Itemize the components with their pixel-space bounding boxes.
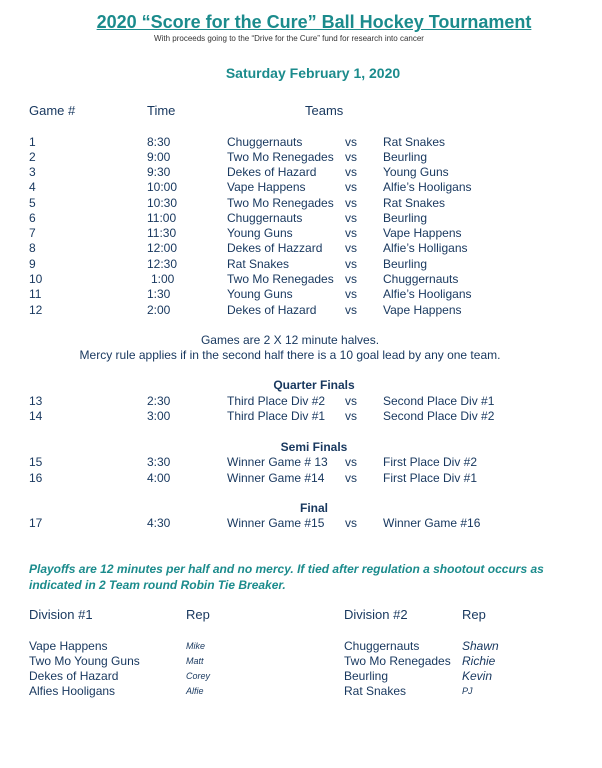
division-1-rep: Alfie [186,686,204,696]
game-time: 10:00 [147,180,178,194]
division-2-team: Beurling [344,669,389,683]
final-heading: Final [299,501,328,515]
home-team: Dekes of Hazard [227,303,317,317]
game-time: 9:30 [147,165,171,179]
division-2-team: Rat Snakes [344,684,407,698]
home-team: Chuggernauts [227,135,303,149]
game-time: 3:30 [147,455,171,469]
game-number: 12 [29,303,43,317]
home-team: Young Guns [227,226,293,240]
game-number: 7 [29,226,36,240]
home-team: Two Mo Renegades [227,150,334,164]
game-number: 9 [29,257,36,271]
game-time: 10:30 [147,196,178,210]
game-number: 10 [29,272,43,286]
home-team: Young Guns [227,287,293,301]
away-team: Young Guns [383,165,449,179]
home-team: Two Mo Renegades [227,196,334,210]
home-team: Dekes of Hazard [227,165,317,179]
away-team: Vape Happens [383,303,462,317]
rules-line-1: Games are 2 X 12 minute halves. [200,333,380,347]
away-team: Beurling [383,211,428,225]
semi-finals-heading: Semi Finals [280,440,348,454]
vs-label: vs [345,211,357,225]
away-team: Beurling [383,150,428,164]
game-time: 4:00 [147,471,171,485]
game-time: 11:30 [147,226,177,240]
home-team: Rat Snakes [227,257,290,271]
division-2-rep-heading: Rep [462,607,486,622]
game-number: 14 [29,409,43,423]
column-header-teams: Teams [305,103,344,118]
away-team: Alfie’s Hooligans [383,287,472,301]
division-2-heading: Division #2 [344,607,408,622]
home-team: Winner Game #14 [227,471,325,485]
division-2-rep: PJ [462,686,473,696]
vs-label: vs [345,409,357,423]
game-number: 6 [29,211,36,225]
game-time: 12:00 [147,241,178,255]
division-1-heading: Division #1 [29,607,93,622]
quarter-finals-heading: Quarter Finals [273,378,355,392]
division-1-team: Alfies Hooligans [29,684,116,698]
vs-label: vs [345,257,357,271]
game-number: 2 [29,150,36,164]
tournament-date: Saturday February 1, 2020 [225,65,401,81]
game-number: 1 [29,135,36,149]
vs-label: vs [345,394,357,408]
division-1-rep: Corey [186,671,211,681]
tournament-subtitle: With proceeds going to the “Drive for the Cure” fund for research into cancer [154,34,424,43]
away-team: Second Place Div #1 [383,394,495,408]
division-2-rep: Richie [462,654,496,668]
vs-label: vs [345,516,357,530]
game-time: 8:30 [147,135,171,149]
home-team: Winner Game # 13 [227,455,328,469]
away-team: Vape Happens [383,226,462,240]
game-time: 4:30 [147,516,171,530]
division-1-rep: Matt [186,656,204,666]
home-team: Third Place Div #1 [227,409,326,423]
game-time: 9:00 [147,150,171,164]
home-team: Two Mo Renegades [227,272,334,286]
away-team: Rat Snakes [383,135,446,149]
game-number: 11 [29,287,42,301]
column-header-time: Time [147,103,176,118]
away-team: Chuggernauts [383,272,459,286]
game-time: 1:30 [147,287,171,301]
game-time: 11:00 [147,211,177,225]
vs-label: vs [345,241,357,255]
division-1-team: Two Mo Young Guns [29,654,140,668]
vs-label: vs [345,272,357,286]
away-team: Second Place Div #2 [383,409,495,423]
game-time: 3:00 [147,409,171,423]
home-team: Third Place Div #2 [227,394,326,408]
game-time: 1:00 [151,272,175,286]
division-2-team: Chuggernauts [344,639,420,653]
division-2-rep: Shawn [462,639,499,653]
vs-label: vs [345,196,357,210]
division-1-team: Dekes of Hazard [29,669,119,683]
tournament-title: 2020 “Score for the Cure” Ball Hockey Tournament [96,12,532,32]
game-time: 2:30 [147,394,171,408]
vs-label: vs [345,135,357,149]
column-header-game: Game # [29,103,76,118]
division-1-rep: Mike [186,641,206,651]
home-team: Dekes of Hazzard [227,241,323,255]
vs-label: vs [345,471,357,485]
vs-label: vs [345,226,357,240]
home-team: Vape Happens [227,180,306,194]
game-number: 5 [29,196,36,210]
game-time: 12:30 [147,257,178,271]
game-number: 3 [29,165,36,179]
vs-label: vs [345,287,357,301]
away-team: Beurling [383,257,428,271]
game-number: 4 [29,180,36,194]
rules-line-2: Mercy rule applies if in the second half there is a 10 goal lead by any one team. [79,348,501,362]
home-team: Winner Game #15 [227,516,325,530]
away-team: First Place Div #2 [383,455,478,469]
vs-label: vs [345,455,357,469]
away-team: Alfie’s Holligans [383,241,468,255]
vs-label: vs [345,165,357,179]
division-2-rep: Kevin [462,669,493,683]
division-1-rep-heading: Rep [186,607,210,622]
vs-label: vs [345,180,357,194]
home-team: Chuggernauts [227,211,303,225]
away-team: Alfie’s Hooligans [383,180,472,194]
game-number: 13 [29,394,43,408]
away-team: Winner Game #16 [383,516,481,530]
game-time: 2:00 [147,303,171,317]
game-number: 17 [29,516,43,530]
playoffs-note: Playoffs are 12 minutes per half and no mercy. If tied after regulation a shootout occurs as indicated in 2 Team round Robin Tie Breaker. [29,562,544,592]
away-team: Rat Snakes [383,196,446,210]
division-2-team: Two Mo Renegades [344,654,451,668]
game-number: 16 [29,471,43,485]
game-number: 8 [29,241,36,255]
vs-label: vs [345,303,357,317]
division-1-team: Vape Happens [29,639,108,653]
vs-label: vs [345,150,357,164]
away-team: First Place Div #1 [383,471,478,485]
game-number: 15 [29,455,43,469]
